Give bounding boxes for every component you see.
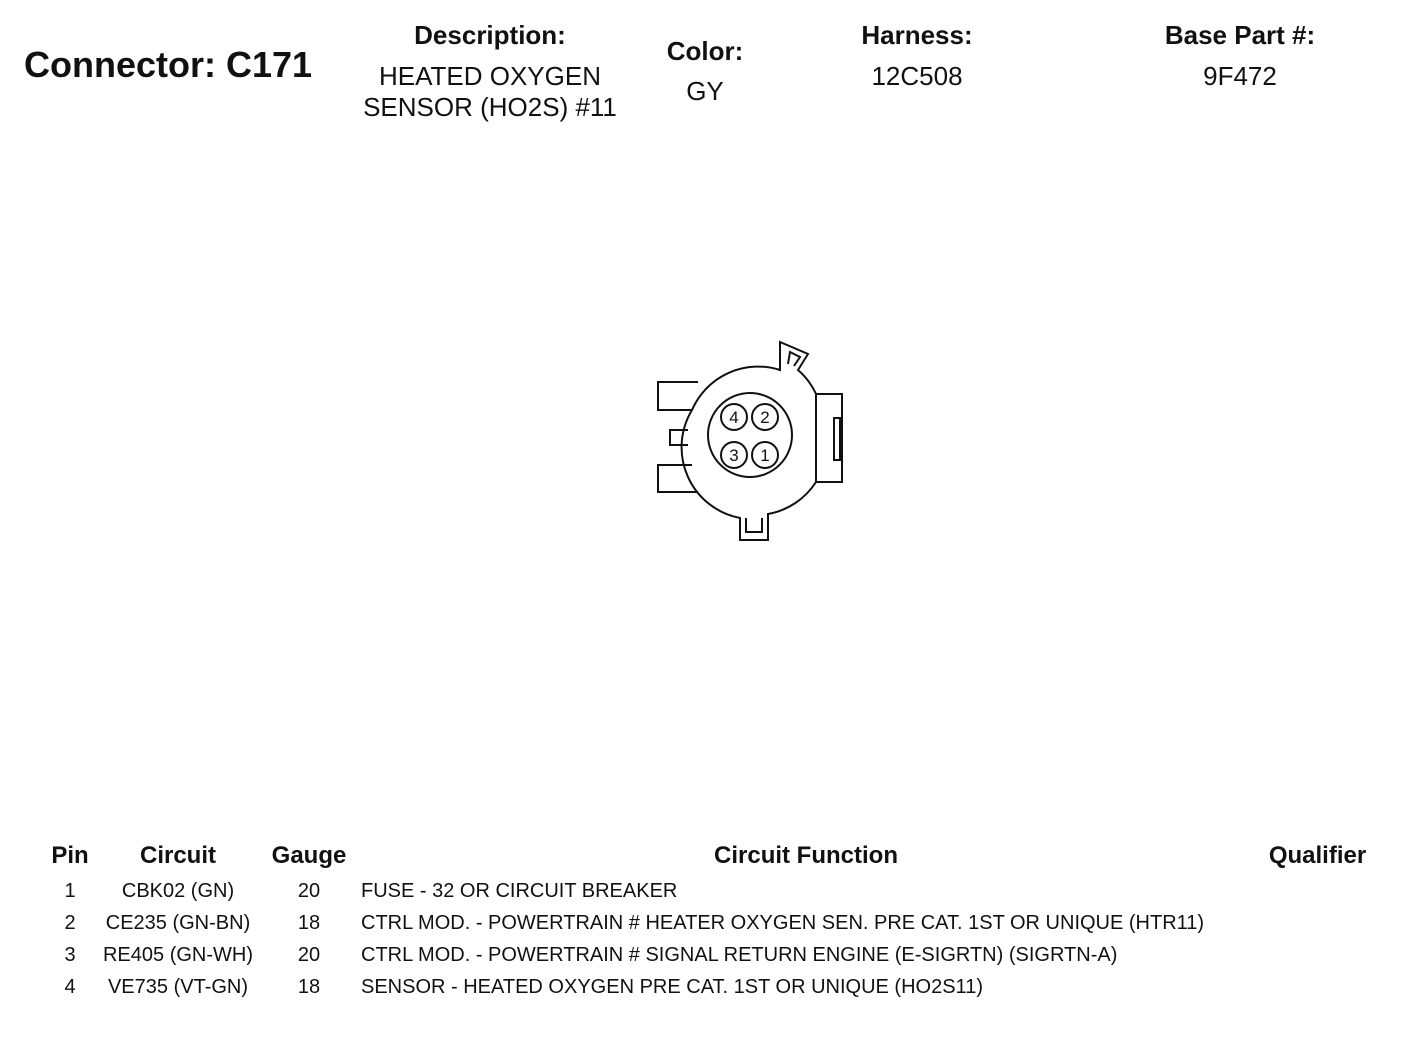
pin-label-2: 2 [760,408,770,427]
cell-gauge: 18 [297,976,321,998]
color-label: Color: [666,36,744,66]
connector-title: Connector: C171 [24,44,313,85]
pin-label-3: 3 [729,446,739,465]
harness-label: Harness: [861,20,973,50]
base-part-value: 9F472 [1203,61,1277,91]
cell-pin: 1 [64,880,76,902]
pin-label-1: 1 [760,446,770,465]
description-label: Description: [414,20,566,50]
description-line-2: SENSOR (HO2S) #11 [363,92,617,122]
header-circuit: Circuit [139,842,216,869]
harness-block [797,20,1037,92]
cell-function: FUSE - 32 OR CIRCUIT BREAKER [361,880,678,902]
cell-function: CTRL MOD. - POWERTRAIN # HEATER OXYGEN SEN. PRE CAT. 1ST OR UNIQUE (HTR11) [361,912,1205,934]
cell-circuit: RE405 (GN-WH) [102,944,253,966]
cell-pin: 4 [64,976,76,998]
cell-gauge: 18 [297,912,321,934]
description-value [340,61,640,123]
connector-tab-middle [670,430,688,445]
header-qualifier: Qualifier [1268,842,1367,869]
description-line-1: HEATED OXYGEN [378,61,601,91]
cell-pin: 3 [64,944,76,966]
connector-inner-cavity [708,393,792,477]
harness-value: 12C508 [871,61,963,91]
cell-function: SENSOR - HEATED OXYGEN PRE CAT. 1ST OR UNIQUE (HO2S11) [361,976,983,998]
cell-function: CTRL MOD. - POWERTRAIN # SIGNAL RETURN ENGINE (E-SIGRTN) (SIGRTN-A) [361,944,1118,966]
base-part-block [1120,20,1360,92]
connector-latch-bar [834,418,840,460]
cell-circuit: CBK02 (GN) [121,880,235,902]
color-block [650,36,760,107]
connector-bottom-notch [746,518,762,532]
cell-pin: 2 [64,912,76,934]
description-block [340,20,640,123]
header-pin: Pin [51,842,89,869]
cell-circuit: CE235 (GN-BN) [105,912,251,934]
connector-tab-bottom [658,465,698,492]
connector-body-outer [682,342,816,540]
cell-gauge: 20 [297,944,321,966]
cell-circuit: VE735 (VT-GN) [107,976,249,998]
connector-face-diagram [640,330,860,560]
pin-label-4: 4 [729,408,739,427]
cell-gauge: 20 [297,880,321,902]
color-value: GY [686,76,724,106]
connector-key-notch [788,352,800,366]
base-part-label: Base Part #: [1164,20,1316,50]
connector-tab-top [658,382,698,410]
header-gauge: Gauge [271,842,347,869]
header-circuit-function: Circuit Function [714,842,898,869]
